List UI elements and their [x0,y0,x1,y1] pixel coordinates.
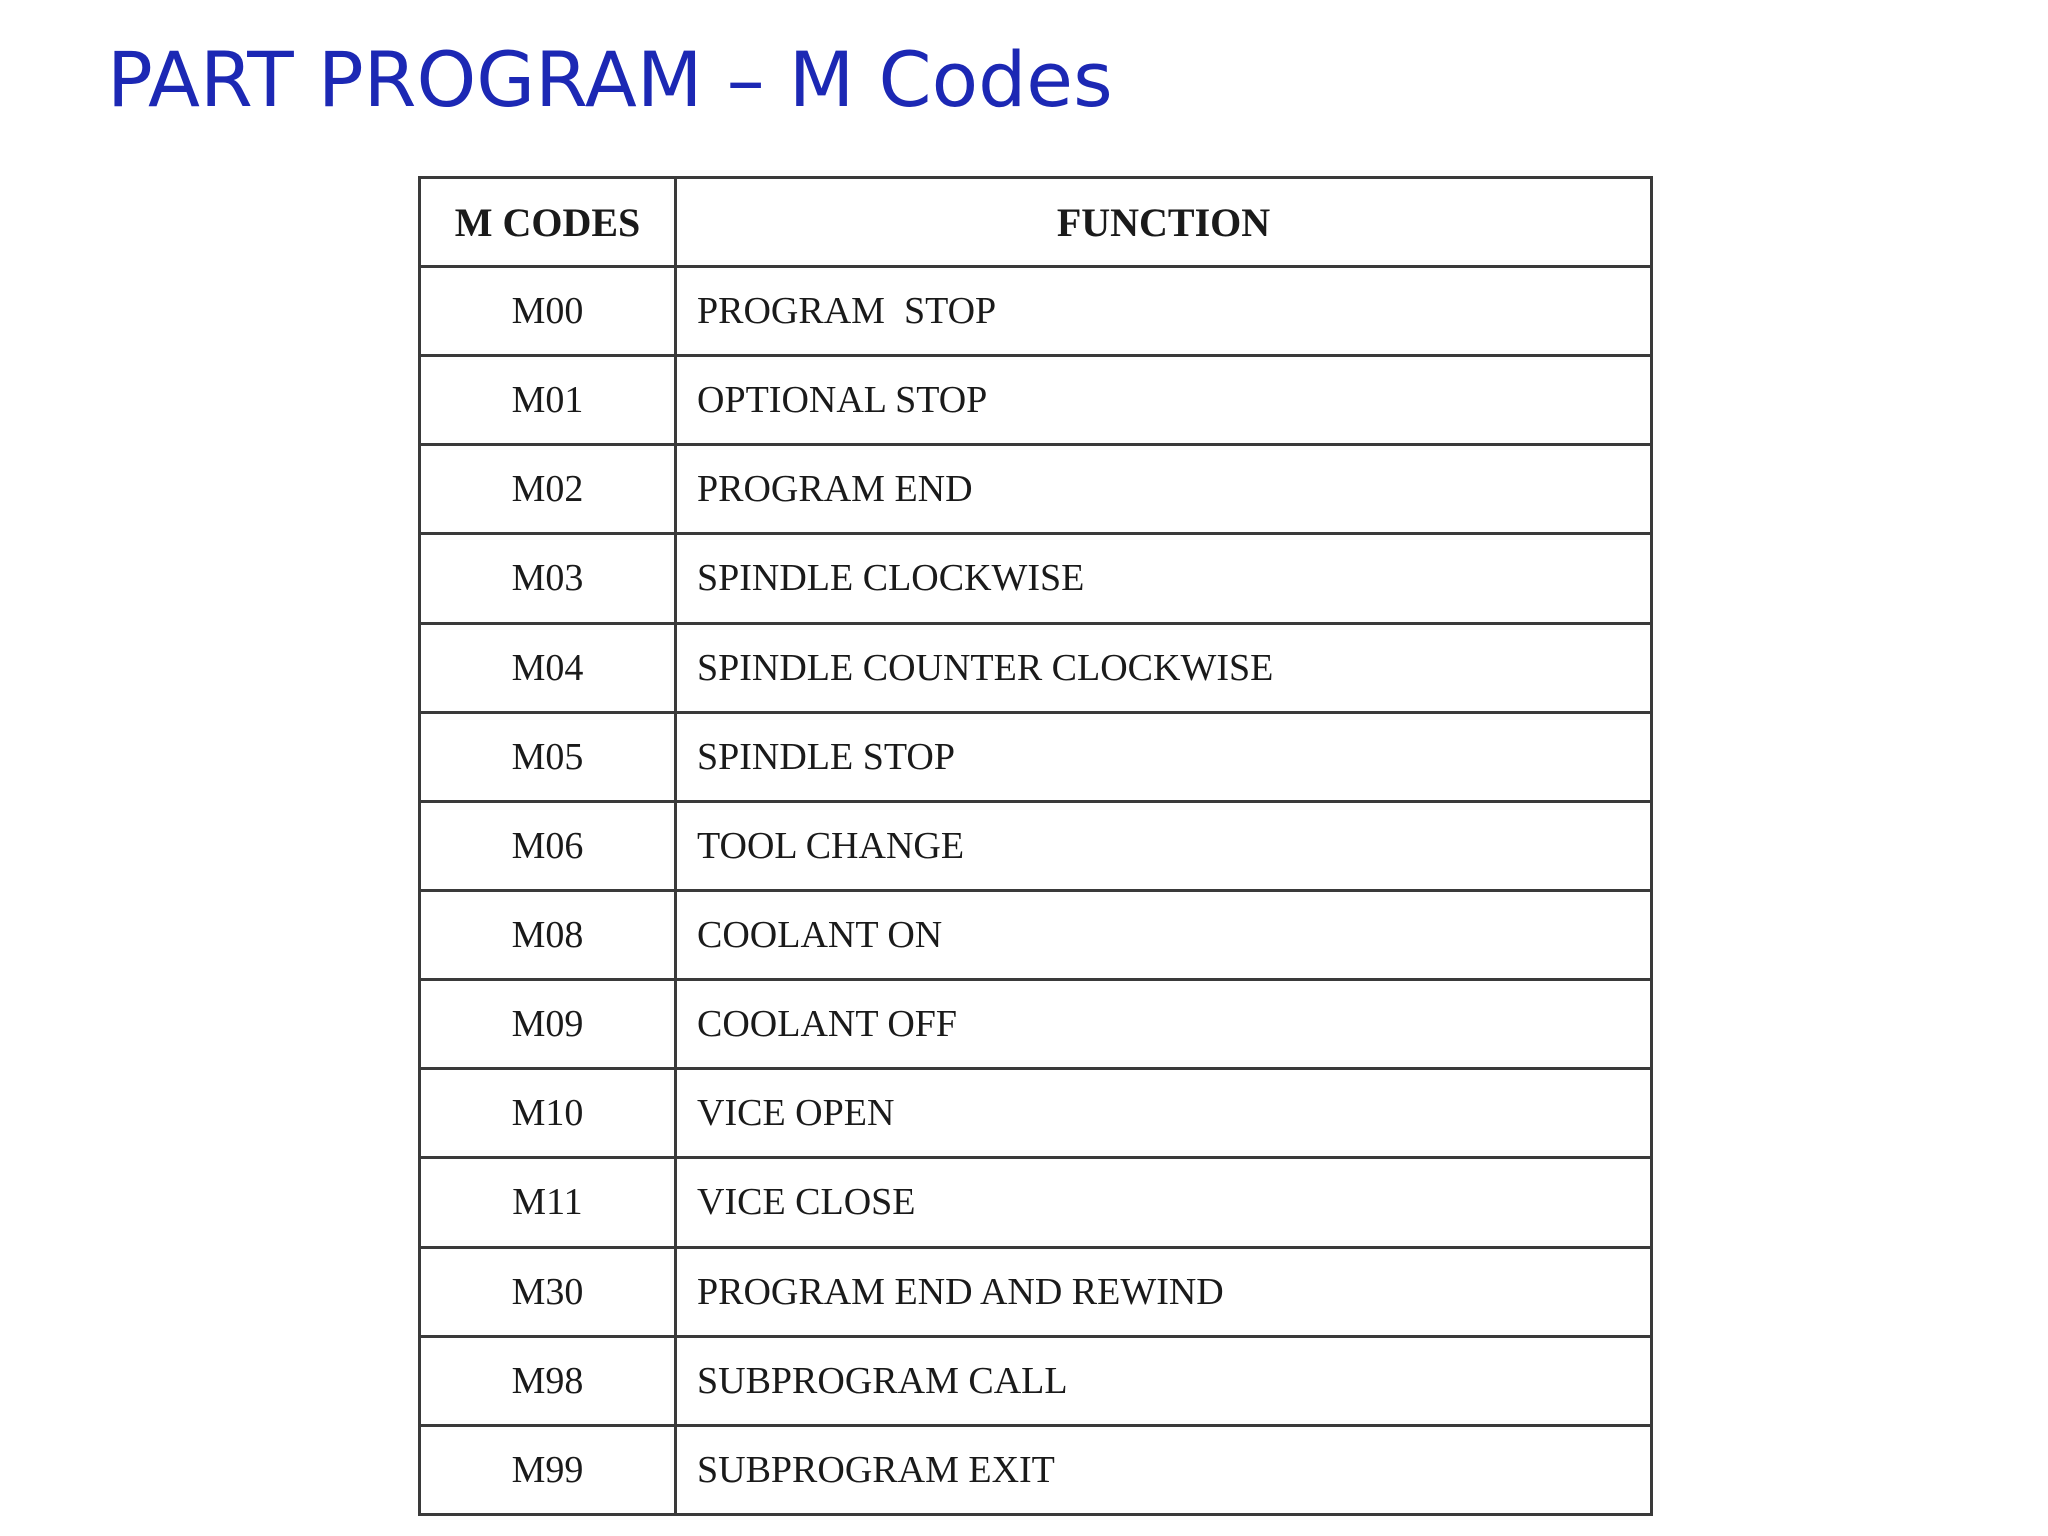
table-row [420,890,1652,979]
column-header-m-codes: M CODES [420,178,676,267]
table-header-row [420,178,1652,267]
function-cell: PROGRAM END AND REWIND [676,1247,1652,1336]
function-cell: PROGRAM STOP [676,267,1652,356]
function-cell: SUBPROGRAM EXIT [676,1425,1652,1514]
table-row [420,1069,1652,1158]
function-cell: OPTIONAL STOP [676,356,1652,445]
table-row [420,267,1652,356]
table-row [420,1158,1652,1247]
function-cell: SPINDLE CLOCKWISE [676,534,1652,623]
table-row [420,356,1652,445]
function-cell: COOLANT OFF [676,980,1652,1069]
m-code-cell: M01 [420,356,676,445]
m-code-cell: M06 [420,801,676,890]
m-code-cell: M30 [420,1247,676,1336]
function-cell: TOOL CHANGE [676,801,1652,890]
m-code-cell: M03 [420,534,676,623]
function-cell: SPINDLE COUNTER CLOCKWISE [676,623,1652,712]
m-code-cell: M10 [420,1069,676,1158]
table-row [420,1247,1652,1336]
page-title: PART PROGRAM – M Codes [107,35,1113,124]
m-codes-table-container [418,176,1653,1516]
m-code-cell: M09 [420,980,676,1069]
function-cell: PROGRAM END [676,445,1652,534]
table-row [420,712,1652,801]
table-row [420,445,1652,534]
m-code-cell: M99 [420,1425,676,1514]
table-row [420,623,1652,712]
m-code-cell: M02 [420,445,676,534]
table-row [420,534,1652,623]
function-cell: VICE CLOSE [676,1158,1652,1247]
m-code-cell: M05 [420,712,676,801]
m-code-cell: M08 [420,890,676,979]
table-row [420,801,1652,890]
function-cell: SPINDLE STOP [676,712,1652,801]
function-cell: SUBPROGRAM CALL [676,1336,1652,1425]
table-row [420,980,1652,1069]
table-row [420,1425,1652,1514]
function-cell: VICE OPEN [676,1069,1652,1158]
m-code-cell: M00 [420,267,676,356]
column-header-function: FUNCTION [676,178,1652,267]
function-cell: COOLANT ON [676,890,1652,979]
m-code-cell: M98 [420,1336,676,1425]
m-codes-table [418,176,1653,1516]
m-code-cell: M11 [420,1158,676,1247]
table-row [420,1336,1652,1425]
m-code-cell: M04 [420,623,676,712]
